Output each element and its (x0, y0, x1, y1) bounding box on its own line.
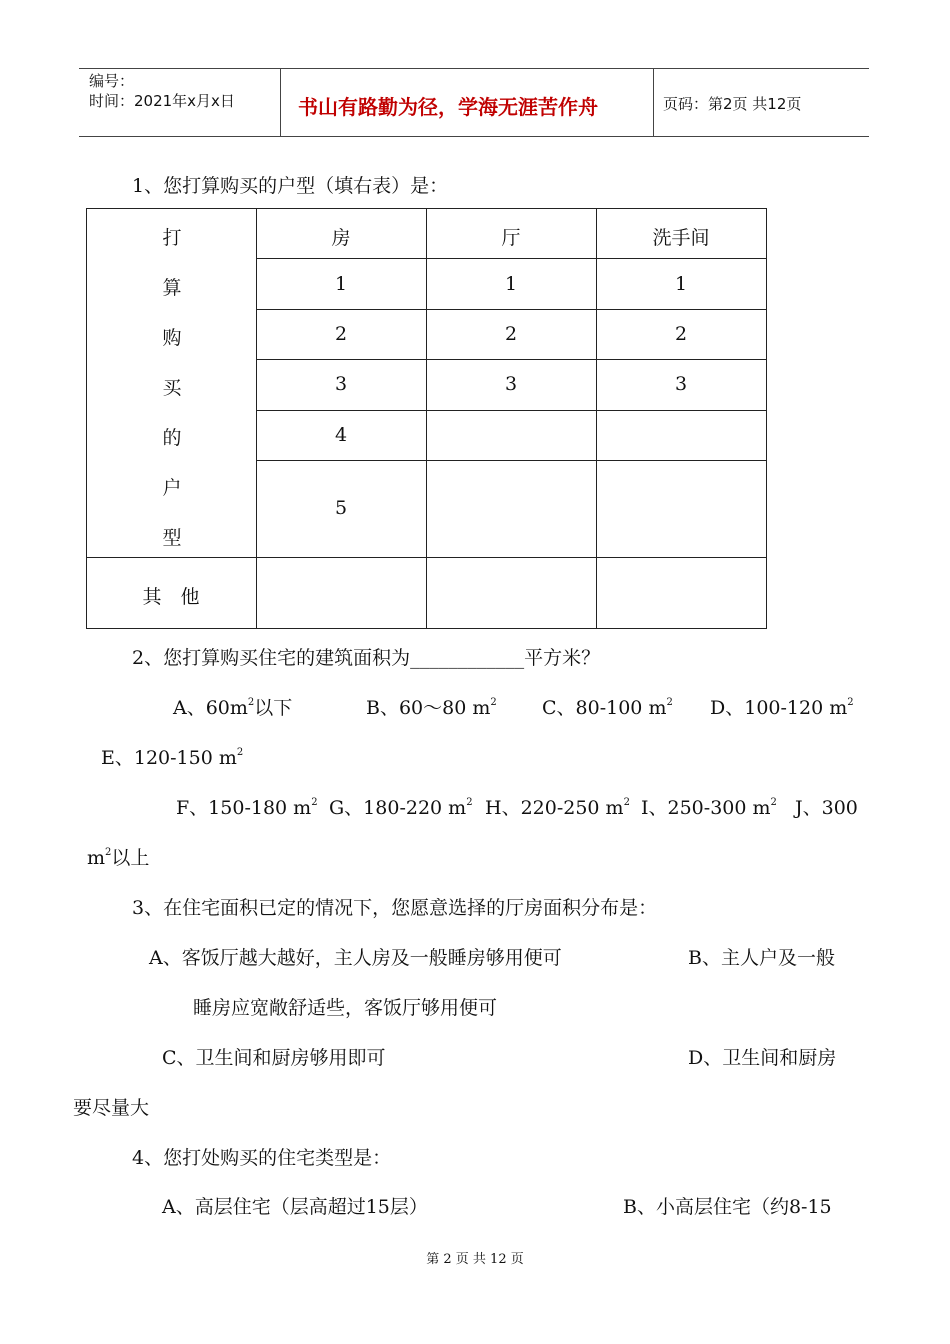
header-motto: 书山有路勤为径，学海无涯苦作舟 (298, 95, 598, 119)
q3-option-a: A、客饭厅越大越好，主人房及一般睡房够用便可 (149, 947, 562, 969)
header-top-rule (79, 68, 869, 69)
q3-option-b: B、主人户及一般 (688, 947, 835, 969)
q2-option-d: D、100-120 $m^2$ (710, 697, 854, 719)
q3-option-c: C、卫生间和厨房够用即可 (162, 1047, 386, 1069)
q4-option-b: B、小高层住宅（约8-15 (623, 1196, 832, 1218)
q2-option-a: A、$60m^2$以下 (173, 697, 293, 719)
column-header-room: 房 (331, 227, 351, 249)
header-page-code: 页码：第2页 共12页 (663, 95, 802, 113)
header-divider-right (653, 68, 654, 136)
table-cell: 3 (504, 373, 518, 395)
header-divider-left (280, 68, 281, 136)
row-header-char: 打 (162, 227, 182, 249)
q2-option-c: C、80-100 $m^2$ (542, 697, 673, 719)
column-header-hall: 厅 (501, 227, 521, 249)
row-header-char: 型 (162, 527, 182, 549)
table-cell: 1 (334, 273, 348, 295)
q2-option-b: B、60～80 $m^2$ (366, 697, 497, 719)
question-2: 2、您打算购买住宅的建筑面积为____________平方米？ (132, 647, 601, 669)
row-header-char: 的 (162, 427, 182, 449)
table-cell: 3 (674, 373, 688, 395)
q2-option-j: J、300 (795, 797, 858, 819)
question-4: 4、您打处购买的住宅类型是： (132, 1147, 392, 1169)
row-header-char: 户 (162, 477, 182, 499)
table-cell: 3 (334, 373, 348, 395)
answer-blank: ____________ (410, 647, 525, 669)
q3-option-d-cont: 要尽量大 (73, 1097, 150, 1119)
question-3: 3、在住宅面积已定的情况下，您愿意选择的厅房面积分布是： (132, 897, 658, 919)
page-footer: 第 2 页 共 12 页 (426, 1252, 524, 1267)
table-cell: 2 (674, 323, 688, 345)
q2-option-g: G、180-220 $m^2$ (329, 797, 473, 819)
header-time-label: 时间：2021年x月x日 (89, 92, 235, 110)
table-cell: 5 (334, 497, 348, 519)
table-cell: 4 (334, 424, 348, 446)
q2-option-f: F、150-180 $m^2$ (176, 797, 318, 819)
column-header-bathroom: 洗手间 (652, 227, 710, 249)
q2-option-i: I、250-300 $m^2$ (641, 797, 777, 819)
q2-option-e: E、120-150 $m^2$ (101, 747, 244, 769)
table-cell: 2 (334, 323, 348, 345)
header-number-label: 编号： (89, 72, 135, 90)
other-row-label: 其 他 (142, 586, 200, 608)
q4-option-a: A、高层住宅（层高超过15层） (162, 1196, 428, 1218)
q2-option-h: H、220-250 $m^2$ (485, 797, 630, 819)
q3-option-b-cont: 睡房应宽敞舒适些，客饭厅够用便可 (193, 997, 498, 1019)
q2-option-j-cont: $m^2$以上 (87, 847, 150, 869)
header-bottom-rule (79, 136, 869, 137)
table-cell: 2 (504, 323, 518, 345)
row-header-char: 买 (162, 377, 182, 399)
table-cell: 1 (504, 273, 518, 295)
row-header-char: 算 (162, 277, 182, 299)
row-header-char: 购 (162, 327, 182, 349)
q3-option-d: D、卫生间和厨房 (688, 1047, 837, 1069)
table-cell: 1 (674, 273, 688, 295)
question-1: 1、您打算购买的户型（填右表）是： (132, 175, 449, 197)
